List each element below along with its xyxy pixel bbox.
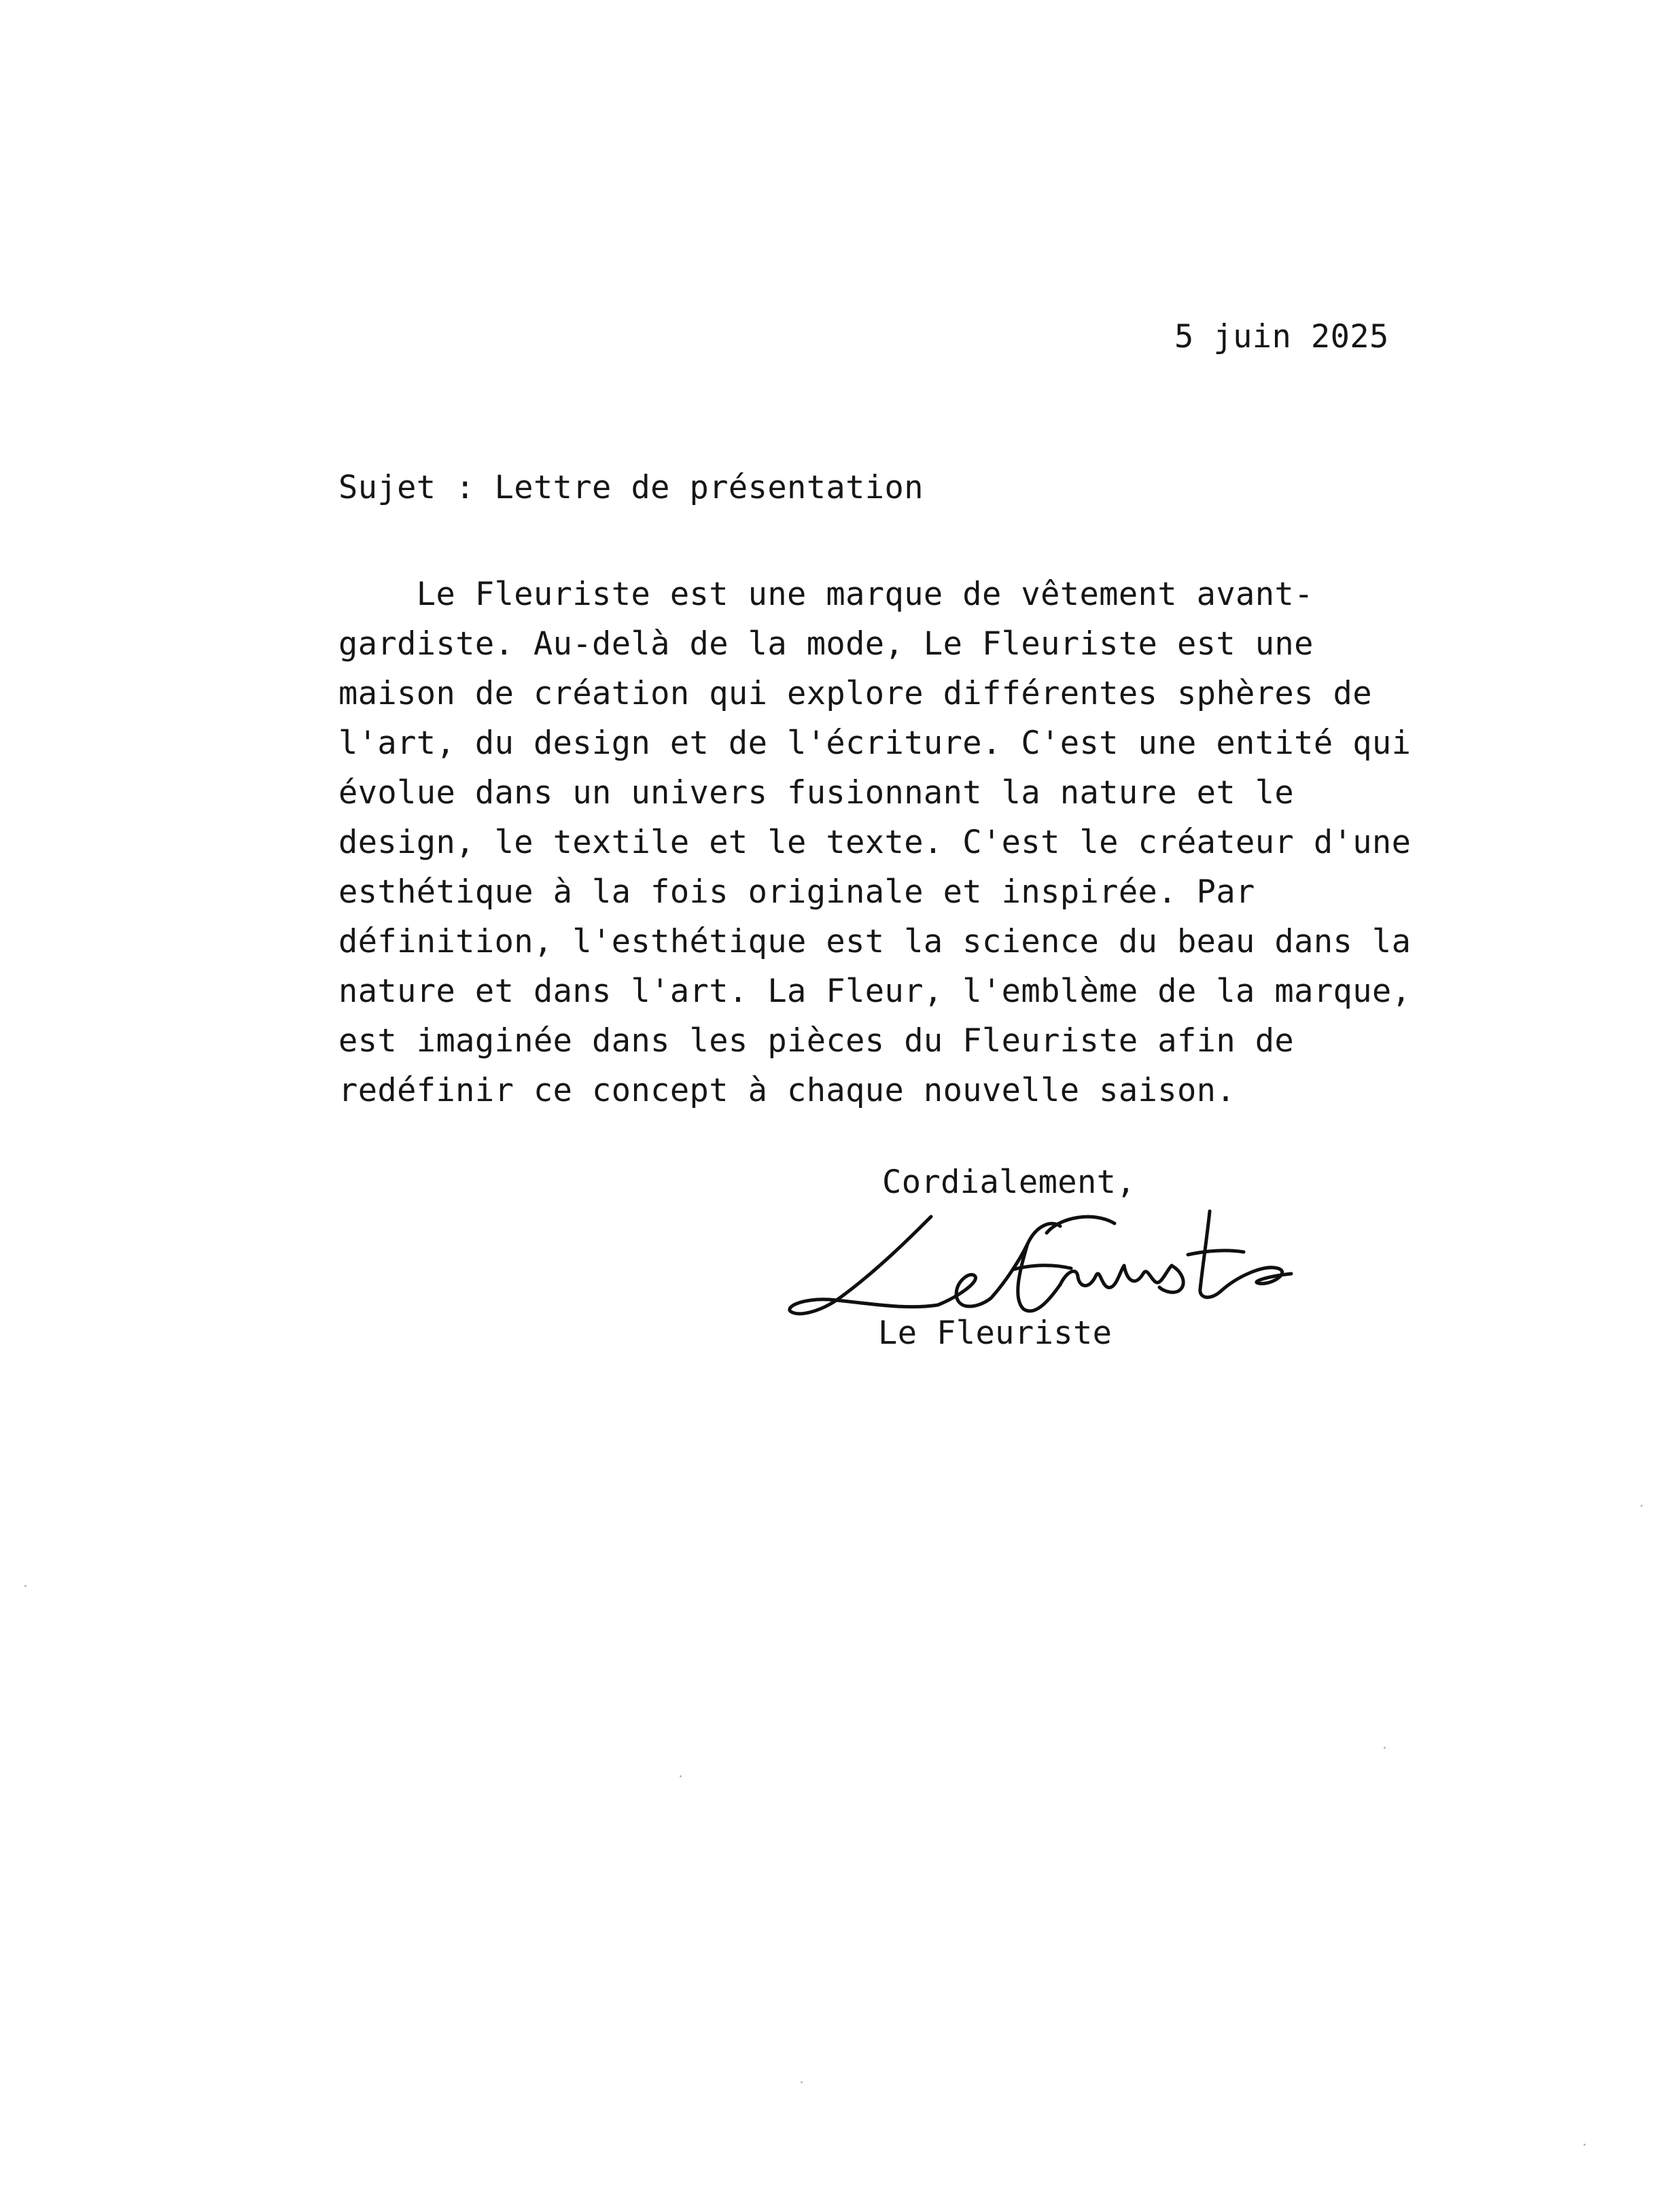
- body-line: gardiste. Au-delà de la mode, Le Fleuriste est une: [338, 625, 1314, 663]
- body-line: est imaginée dans les pièces du Fleuriste afin de: [338, 1022, 1295, 1060]
- letter-closing: Cordialement,: [882, 1164, 1136, 1201]
- signer-name: Le Fleuriste: [878, 1314, 1113, 1352]
- body-line: maison de création qui explore différentes sphères de: [338, 675, 1372, 712]
- body-line: nature et dans l'art. La Fleur, l'emblème de la marque,: [338, 973, 1412, 1010]
- scan-speck: [1641, 1505, 1643, 1507]
- body-line: l'art, du design et de l'écriture. C'est une entité qui: [338, 725, 1412, 762]
- body-line: Le Fleuriste est une marque de vêtement avant-: [338, 576, 1314, 613]
- scan-speck: [1583, 2144, 1586, 2146]
- scan-speck: [801, 2081, 803, 2083]
- letter-body: [338, 570, 1411, 1115]
- scan-speck: [1384, 1747, 1386, 1749]
- scan-speck: [24, 1585, 27, 1587]
- handwritten-signature: [775, 1196, 1318, 1332]
- scan-speck: [680, 1775, 682, 1777]
- letter-date: 5 juin 2025: [1174, 318, 1389, 355]
- body-line: évolue dans un univers fusionnant la nature et le: [338, 774, 1295, 812]
- body-line: esthétique à la fois originale et inspirée. Par: [338, 873, 1255, 911]
- body-line: design, le textile et le texte. C'est le créateur d'une: [338, 824, 1412, 861]
- letter-subject: Sujet : Lettre de présentation: [338, 469, 924, 506]
- body-line: définition, l'esthétique est la science du beau dans la: [338, 923, 1412, 960]
- body-line: redéfinir ce concept à chaque nouvelle saison.: [338, 1072, 1236, 1109]
